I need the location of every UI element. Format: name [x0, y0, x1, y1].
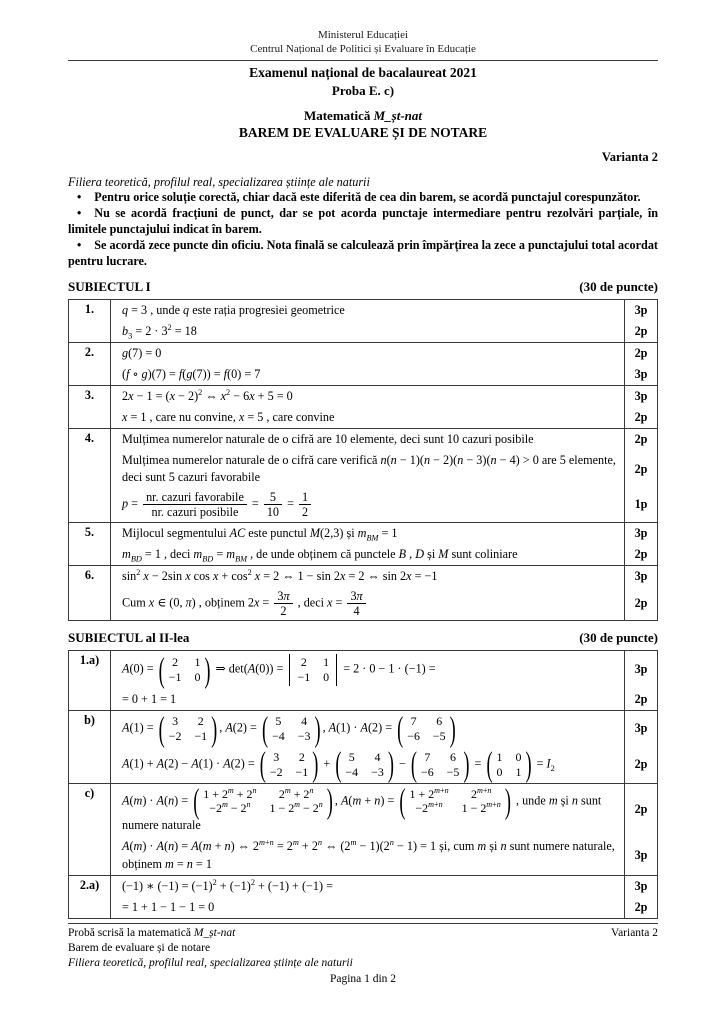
intro-block — [68, 175, 658, 270]
bullet-icon: • — [77, 206, 82, 221]
fraction: $\frac{\text{nr. cazuri favorabile}}{\text{nr. cazuri posibile}}$ — [143, 490, 247, 519]
ministry-line1: Ministerul Educației — [317, 29, 409, 41]
points-badge: 3p — [624, 364, 657, 385]
points-badge: 2p — [624, 450, 657, 488]
barem-table — [68, 299, 658, 621]
solution-text: A(m) · A(n) = A(m + n) ⇔ $2^{m+n} = 2^m + 2^n$ ⇔ $(2^m - 1)(2^n - 1) = 1$ și, cum m și n sunt numere naturale, obținem m = n = 1 — [122, 838, 615, 871]
solution-line — [111, 689, 657, 710]
row-number: 2. — [69, 343, 111, 385]
section-points: (30 de puncte) — [579, 278, 658, 294]
solution-text: = 0 + 1 = 1 — [122, 691, 177, 706]
table-row — [69, 565, 657, 620]
solution-text: g(7) = 0 — [122, 345, 162, 360]
table-row — [69, 428, 657, 521]
page-number: Pagina 1 din 2 — [329, 973, 397, 986]
points-badge: 2p — [624, 407, 657, 428]
fraction: $\frac{5}{10}$ — [264, 490, 282, 519]
barem-title: BAREM DE EVALUARE ȘI DE NOTARE — [238, 124, 488, 140]
solution-line — [111, 488, 657, 521]
matrix: ( $1 + 2^m + 2^n$ $2^m + 2^n$ $-2^m - 2^n$ $1 - 2^m - 2^n$ ) — [193, 782, 333, 821]
points-badge: 2p — [624, 897, 657, 918]
subject-section — [68, 279, 658, 621]
row-lines — [111, 300, 657, 342]
solution-line — [111, 747, 657, 783]
matrix: ( 1 0 0 1 ) — [486, 745, 532, 784]
solution-line — [111, 343, 657, 364]
fraction: $\frac{3\pi}{2}$ — [274, 589, 292, 618]
solution-text: A(1) + A(2) − A(1) · A(2) = ( 3 2 −2 −1 ) + ( 5 4 −4 −3 ) − ( 7 6 −6 −5 ) = ( 1 0 0 1 ) = $I_2$ — [122, 745, 555, 784]
points-badge: 3p — [624, 566, 657, 587]
row-lines — [111, 566, 657, 620]
row-lines — [111, 784, 657, 875]
points-badge: 3p — [624, 836, 657, 874]
ministry-header — [68, 28, 658, 57]
section-header — [68, 630, 658, 646]
ministry-line2: Centrul Național de Politici și Evaluare în Educație — [250, 43, 476, 56]
instruction-bullet: • Nu se acordă fracțiuni de punct, dar se pot acorda punctaje intermediare pentru rezolvări parțiale, în limitele punctajului indicat în barem. — [68, 206, 658, 237]
row-lines — [111, 523, 657, 565]
subject-section — [68, 630, 658, 919]
points-badge: 3p — [624, 876, 657, 897]
row-number: c) — [69, 784, 111, 875]
table-row — [69, 300, 657, 342]
footer-divider — [68, 923, 658, 924]
points-badge: 2p — [624, 587, 657, 620]
row-number: 1.a) — [69, 651, 111, 710]
footer-line1 — [68, 926, 658, 941]
solution-text: q = 3 , unde q este rația progresiei geometrice — [122, 302, 345, 317]
solution-line — [111, 566, 657, 587]
row-number: 2.a) — [69, 876, 111, 918]
solution-line — [111, 407, 657, 428]
row-lines — [111, 386, 657, 428]
points-badge: 2p — [624, 429, 657, 450]
points-badge: 3p — [624, 651, 657, 689]
section-points: (30 de puncte) — [579, 629, 658, 645]
points-badge: 1p — [624, 488, 657, 521]
header-divider — [68, 60, 658, 61]
table-row — [69, 651, 657, 710]
points-badge: 3p — [624, 386, 657, 407]
solution-line — [111, 386, 657, 407]
table-row — [69, 385, 657, 428]
section-header — [68, 279, 658, 295]
solution-line — [111, 321, 657, 342]
exam-subject: Matematică M_șt-nat — [303, 107, 423, 123]
exam-title: Examenul național de bacalaureat 2021 — [249, 64, 477, 80]
solution-text: = 1 + 1 − 1 − 1 = 0 — [122, 899, 215, 914]
solution-line — [111, 523, 657, 544]
row-lines — [111, 429, 657, 521]
row-lines — [111, 711, 657, 783]
solution-text: A(0) = ( 2 1 −1 0 ) ⇒ det(A(0)) = 2 1 −1 0 = 2 · 0 − 1 · (−1) = — [122, 650, 436, 689]
solution-line — [111, 544, 657, 565]
row-number: 1. — [69, 300, 111, 342]
solution-text: p = $\frac{\text{nr. cazuri favorabile}}{\text{nr. cazuri posibile}}$ = $\frac{5}{10}$ = $\frac{1}{2}$ — [111, 488, 624, 521]
solution-line — [111, 300, 657, 321]
solution-text: Mulțimea numerelor naturale de o cifră are 10 elemente, deci sunt 10 cazuri posibile — [122, 432, 534, 447]
solution-text: $2x - 1 = (x - 2)^2$ ⇔ $x^2 - 6x + 5 = 0$ — [122, 388, 293, 404]
table-row — [69, 875, 657, 918]
row-lines — [111, 343, 657, 385]
row-number: 5. — [69, 523, 111, 565]
instruction-bullets — [68, 190, 658, 269]
row-number: 4. — [69, 429, 111, 521]
solution-line — [111, 784, 657, 837]
solution-text: $m_{BD} = 1$ , deci $m_{BD} = m_{BM}$ , de unde obținem că punctele B , D și M sunt coliniare — [122, 546, 518, 564]
table-row — [69, 710, 657, 783]
instruction-bullet: • Pentru orice soluție corectă, chiar dacă este diferită de cea din barem, se acordă punctajul corespunzător. — [77, 190, 641, 205]
solution-text: $\sin^2 x - 2\sin$ x $\cos x + \cos^2 x = 2$ ⇔ 1 − sin 2x = 2 ⇔ sin 2x = −1 — [122, 567, 438, 583]
row-number: b) — [69, 711, 111, 783]
variant-label: Varianta 2 — [601, 149, 658, 164]
row-lines — [111, 876, 657, 918]
instruction-bullet: • Se acordă zece puncte din oficiu. Nota finală se calculează prin împărțirea la zece a punctajului total acordat pentru lucrare. — [68, 238, 658, 268]
solution-text: A(1) = ( 3 2 −2 −1 ) , A(2) = ( 5 4 −4 −3 ) , A(1) · A(2) = ( 7 6 −6 −5 ) — [122, 709, 456, 748]
matrix: ( 7 6 −6 −5 ) — [397, 709, 456, 748]
filiera-line: Filiera teoretică, profilul real, specializarea științe ale naturii — [68, 174, 370, 189]
matrix: ( 5 4 −4 −3 ) — [335, 745, 394, 784]
solution-line — [111, 876, 657, 897]
footer-variant: Varianta 2 — [611, 926, 658, 939]
section-title: SUBIECTUL al II-lea — [68, 629, 190, 645]
points-badge: 2p — [624, 343, 657, 364]
exam-proba: Proba E. c) — [331, 82, 395, 98]
footer-barem: Barem de evaluare și de notare — [68, 941, 211, 954]
points-badge: 3p — [624, 523, 657, 544]
points-badge: 3p — [624, 711, 657, 747]
fraction: $\frac{3\pi}{4}$ — [347, 589, 365, 618]
solution-line — [111, 711, 657, 747]
points-badge: 2p — [624, 321, 657, 342]
bullet-icon: • — [77, 238, 82, 253]
matrix: ( 7 6 −6 −5 ) — [410, 745, 470, 784]
bullet-icon: • — [77, 190, 82, 205]
solution-text: $b_3 = 2 \cdot 3^2 = 18$ — [122, 322, 197, 341]
solution-line — [111, 429, 657, 450]
points-badge: 3p — [624, 300, 657, 321]
fraction: $\frac{1}{2}$ — [299, 490, 311, 519]
table-row — [69, 522, 657, 565]
matrix: ( 5 4 −4 −3 ) — [261, 709, 321, 748]
solution-text: Mulțimea numerelor naturale de o cifră care verifică n(n − 1)(n − 2)(n − 3)(n − 4) > 0 are 5 elemente, deci sunt 5 cazuri favorabile — [122, 453, 616, 485]
solution-line — [111, 897, 657, 918]
matrix: ( 3 2 −2 −1 ) — [158, 709, 218, 748]
solution-line — [111, 364, 657, 385]
points-badge: 2p — [624, 689, 657, 710]
solution-line — [111, 651, 657, 689]
subjects-container — [68, 279, 658, 919]
page-footer — [68, 926, 658, 988]
solution-text: A(m) · A(n) = ( $1 + 2^m + 2^n$ $2^m + 2^n$ $-2^m - 2^n$ $1 - 2^m - 2^n$ ) , A(m + n) = ( $1 + 2^{m+n}$ $2^{m+n}$ $-2^{m+n}$ $1 - 2^{m+n}$ ) , unde m și n sunt numere naturale — [122, 782, 602, 833]
solution-text: (f ∘ g)(7) = f(g(7)) = f(0) = 7 — [122, 366, 261, 381]
determinant: 2 1 −1 0 — [287, 653, 339, 687]
matrix: ( 3 2 −2 −1 ) — [259, 745, 319, 784]
section-title: SUBIECTUL I — [68, 278, 151, 294]
solution-line — [111, 450, 657, 488]
solution-text: x = 1 , care nu convine, x = 5 , care convine — [122, 410, 335, 425]
matrix: ( $1 + 2^{m+n}$ $2^{m+n}$ $-2^{m+n}$ $1 - 2^{m+n}$ ) — [399, 782, 511, 821]
solution-line — [111, 836, 657, 874]
row-number: 6. — [69, 566, 111, 620]
points-badge: 2p — [624, 544, 657, 565]
table-row — [69, 342, 657, 385]
footer-proba: Probă scrisă la matematică M_șt-nat — [68, 926, 236, 939]
table-row — [69, 783, 657, 875]
solution-line — [111, 587, 657, 620]
solution-text: (−1) ∗ $(-1) = (-1)^2 + (-1)^2 + (-1) + (-1)$ = — [122, 877, 333, 893]
points-badge: 2p — [624, 747, 657, 783]
solution-text: Cum x ∈ (0, π) , obținem 2x = $\frac{3\pi}{2}$ , deci x = $\frac{3\pi}{4}$ — [111, 587, 624, 620]
barem-table — [68, 650, 658, 919]
solution-text: Mijlocul segmentului AC este punctul M(2,3) și $m_{BM} = 1$ — [122, 525, 398, 542]
footer-filiera: Filiera teoretică, profilul real, specializarea științe ale naturii — [68, 957, 353, 970]
matrix: ( 2 1 −1 0 ) — [158, 650, 211, 689]
row-lines — [111, 651, 657, 710]
points-badge: 2p — [624, 784, 657, 837]
row-number: 3. — [69, 386, 111, 428]
